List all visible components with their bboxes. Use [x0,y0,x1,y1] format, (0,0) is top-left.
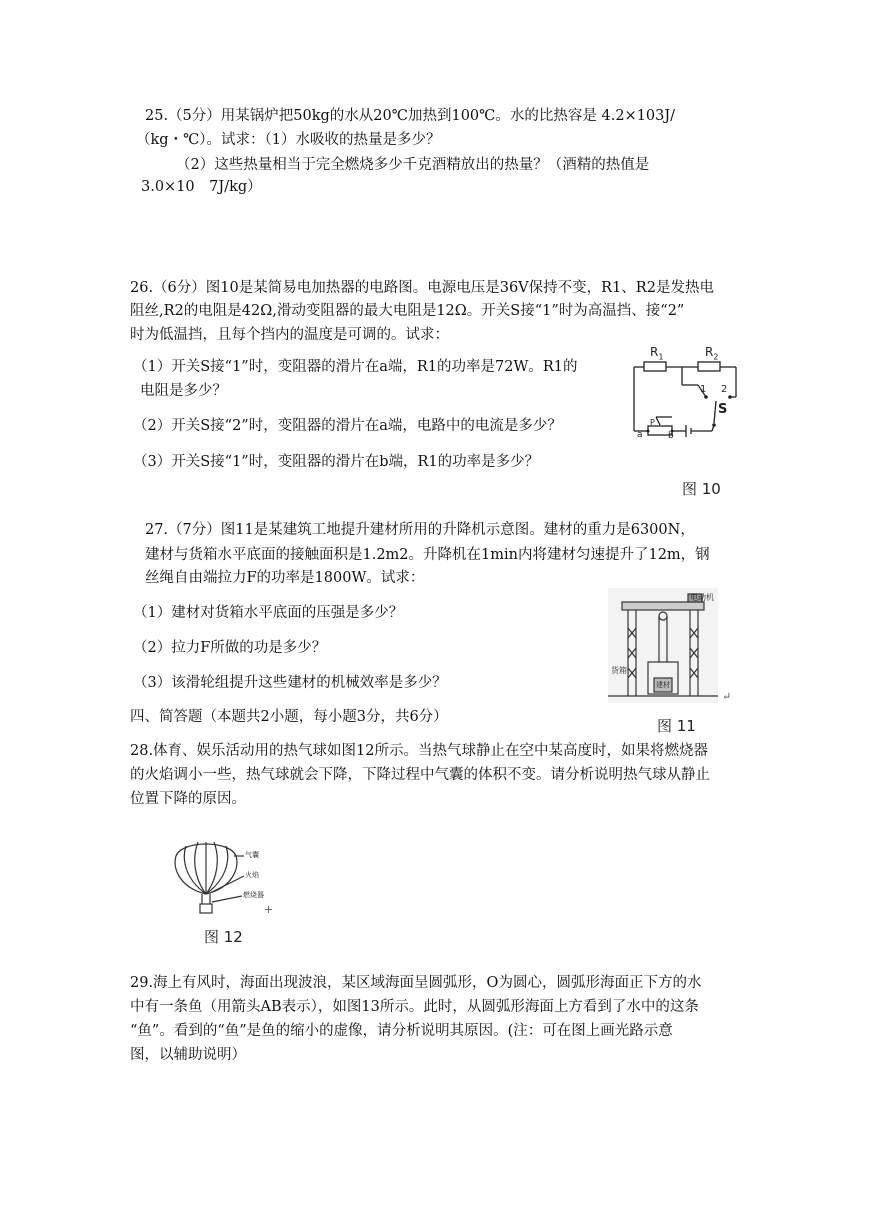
label-cargo-box: 货箱 [611,666,627,675]
q27-line-1: 27.（7分）图11是某建筑工地提升建材所用的升降机示意图。建材的重力是6300N， [145,522,695,538]
q26-sub-1a: （1）开关S接“1”时，变阻器的滑片在a端，R1的功率是72W。R1的 [133,359,578,375]
q26-line-3: 时为低温挡，且每个挡内的温度是可调的。试求： [130,327,449,343]
q28-line-3: 位置下降的原因。 [130,791,246,807]
label-motor: 电动机 [690,593,714,602]
q27-sub-2: （2）拉力F所做的功是多少？ [133,640,327,656]
figure-10-caption: 图 10 [682,480,721,498]
q25-line-4: 3.0×10 7J/kg） [141,179,262,195]
q25-line-3: （2）这些热量相当于完全燃烧多少千克酒精放出的热量？（酒精的热值是 [176,157,650,173]
label-terminal-2: 2 [721,384,728,395]
label-switch-s: S [718,402,728,417]
label-r2: $R_2$ [705,345,719,362]
q25-line-1: 25.（5分）用某锅炉把50kg的水从20℃加热到100℃。水的比热容是 4.2×103J/ [145,108,676,124]
q29-line-3: “鱼”。看到的“鱼”是鱼的缩小的虚像，请分析说明其原因。(注：可在图上画光路示意 [130,1023,673,1039]
q26-sub-1b: 电阻是多少？ [140,383,227,399]
q26-sub-2: （2）开关S接“2”时，变阻器的滑片在a端，电路中的电流是多少？ [133,418,562,434]
q27-line-3: 丝绳自由端拉力F的功率是1800W。试求： [145,570,425,586]
q29-line-1: 29.海上有风时，海面出现波浪，某区域海面呈圆弧形，O为圆心，圆弧形海面正下方的水 [130,975,702,991]
label-slider-p: P [650,418,655,427]
q25-line-2: （kg・℃）。试求：（1）水吸收的热量是多少？ [136,132,441,148]
q29-line-2: 中有一条鱼（用箭头AB表示），如图13所示。此时，从圆弧形海面上方看到了水中的这条 [130,999,699,1015]
figure-12-caption: 图 12 [204,928,243,946]
label-r1: $R_1$ [650,345,664,362]
q27-sub-3: （3）该滑轮组提升这些建材的机械效率是多少？ [133,675,447,691]
q27-sub-1: （1）建材对货箱水平底面的压强是多少？ [133,605,404,621]
circuit-diagram-figure-10 [626,345,756,445]
label-b: b [668,431,674,441]
label-a: a [637,430,643,440]
plus-mark: + [264,903,274,916]
label-material: 建材 [656,681,670,689]
label-bag: 气囊 [245,851,259,859]
paragraph-mark: ↵ [722,690,732,703]
q26-sub-3: （3）开关S接“1”时，变阻器的滑片在b端，R1的功率是多少？ [133,454,540,470]
q26-line-1: 26.（6分）图10是某简易电加热器的电路图。电源电压是36V保持不变，R1、R2是发热电 [130,280,714,296]
q28-line-1: 28.体育、娱乐活动用的热气球如图12所示。当热气球静止在空中某高度时，如果将燃烧器 [130,743,709,759]
section-4-title: 四、简答题（本题共2小题，每小题3分，共6分） [130,709,448,725]
label-terminal-1: 1 [700,384,707,395]
q26-line-2: 阻丝,R2的电阻是42Ω,滑动变阻器的最大电阻是12Ω。开关S接“1”时为高温挡、接“2” [130,303,685,319]
q28-line-2: 的火焰调小一些，热气球就会下降，下降过程中气囊的体积不变。请分析说明热气球从静止 [130,767,710,783]
label-flame: 火焰 [245,871,259,879]
figure-11-caption: 图 11 [657,717,696,735]
label-burner: 燃烧器 [243,891,264,899]
q29-line-4: 图，以辅助说明） [130,1047,246,1063]
q27-line-2: 建材与货箱水平底面的接触面积是1.2m2。升降机在1min内将建材匀速提升了12m，钢 [145,547,710,563]
